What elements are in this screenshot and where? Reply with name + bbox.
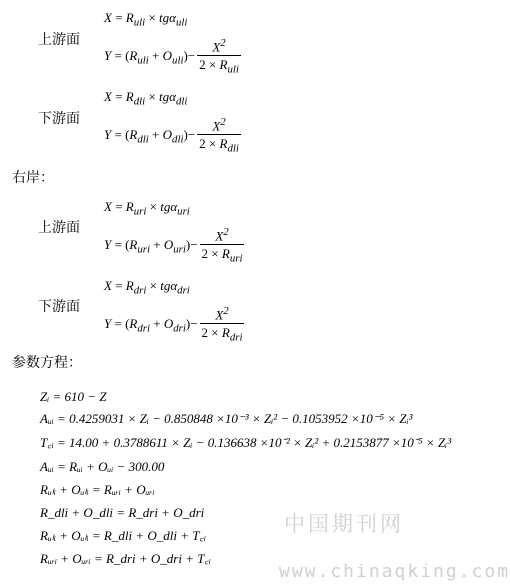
param-eq-4: Aᵤᵢ = Rᵤᵢ + Oᵤᵢ − 300.00 bbox=[40, 459, 165, 474]
watermark-logo-text: 中国期刊网 bbox=[284, 512, 404, 536]
eq-upstream-right-x: $X = R_{uri} \times tg\alpha_{uri}$ bbox=[104, 199, 190, 218]
label-downstream-1: 下游面 bbox=[38, 111, 80, 127]
param-eq-1: Zᵢ = 610 − Z bbox=[40, 389, 107, 404]
eq-downstream-right-y: $Y = (R_{dri} + O_{dri})-$ $\frac{X^2}{2 \times R_{dri}}$ bbox=[104, 305, 243, 344]
eq-upstream-left-y: $Y = (R_{uli} + O_{uli})-$ $\frac{X^2}{2 \times R_{uli}}$ bbox=[104, 37, 239, 76]
label-upstream-2: 上游面 bbox=[38, 220, 80, 236]
eq-downstream-left-y: $Y = (R_{dli} + O_{dli})-$ $\frac{X^2}{2 \times R_{dli}}$ bbox=[104, 116, 239, 155]
label-right-bank: 右岸： bbox=[12, 170, 54, 186]
label-upstream-1: 上游面 bbox=[38, 32, 80, 48]
param-eq-7: Rᵤₗᵢ + Oᵤₗᵢ = R_dli + O_dli + T꜀ᵢ bbox=[40, 528, 207, 543]
eq-downstream-right-x: $X = R_{dri} \times tg\alpha_{dri}$ bbox=[104, 278, 190, 297]
param-eq-6: R_dli + O_dli = R_dri + O_dri bbox=[40, 505, 205, 520]
eq-upstream-left-x: $X = R_{uli} \times tg\alpha_{uli}$ bbox=[104, 10, 188, 29]
eq-upstream-right-y: $Y = (R_{uri} + O_{uri})-$ $\frac{X^2}{2 \times R_{uri}}$ bbox=[104, 226, 243, 265]
param-eq-2: Aᵤᵢ = 0.4259031 × Zᵢ − 0.850848 ×10⁻³ × Zᵢ² − 0.1053952 ×10⁻⁵ × Zᵢ³ bbox=[40, 411, 413, 426]
watermark-url: www.chinaqking.com bbox=[279, 561, 510, 582]
param-eq-5: Rᵤₗᵢ + Oᵤₗᵢ = Rᵤᵣᵢ + Oᵤᵣᵢ bbox=[40, 482, 155, 497]
label-downstream-2: 下游面 bbox=[38, 299, 80, 315]
eq-downstream-left-x: $X = R_{dli} \times tg\alpha_{dli}$ bbox=[104, 89, 188, 108]
label-params: 参数方程： bbox=[12, 355, 82, 371]
param-eq-8: Rᵤᵣᵢ + Oᵤᵣᵢ = R_dri + O_dri + T꜀ᵢ bbox=[40, 551, 212, 566]
param-eq-3: T꜀ᵢ = 14.00 + 0.3788611 × Zᵢ − 0.136638 ×10⁻² × Zᵢ² + 0.2153877 ×10⁻⁵ × Zᵢ³ bbox=[40, 435, 452, 450]
